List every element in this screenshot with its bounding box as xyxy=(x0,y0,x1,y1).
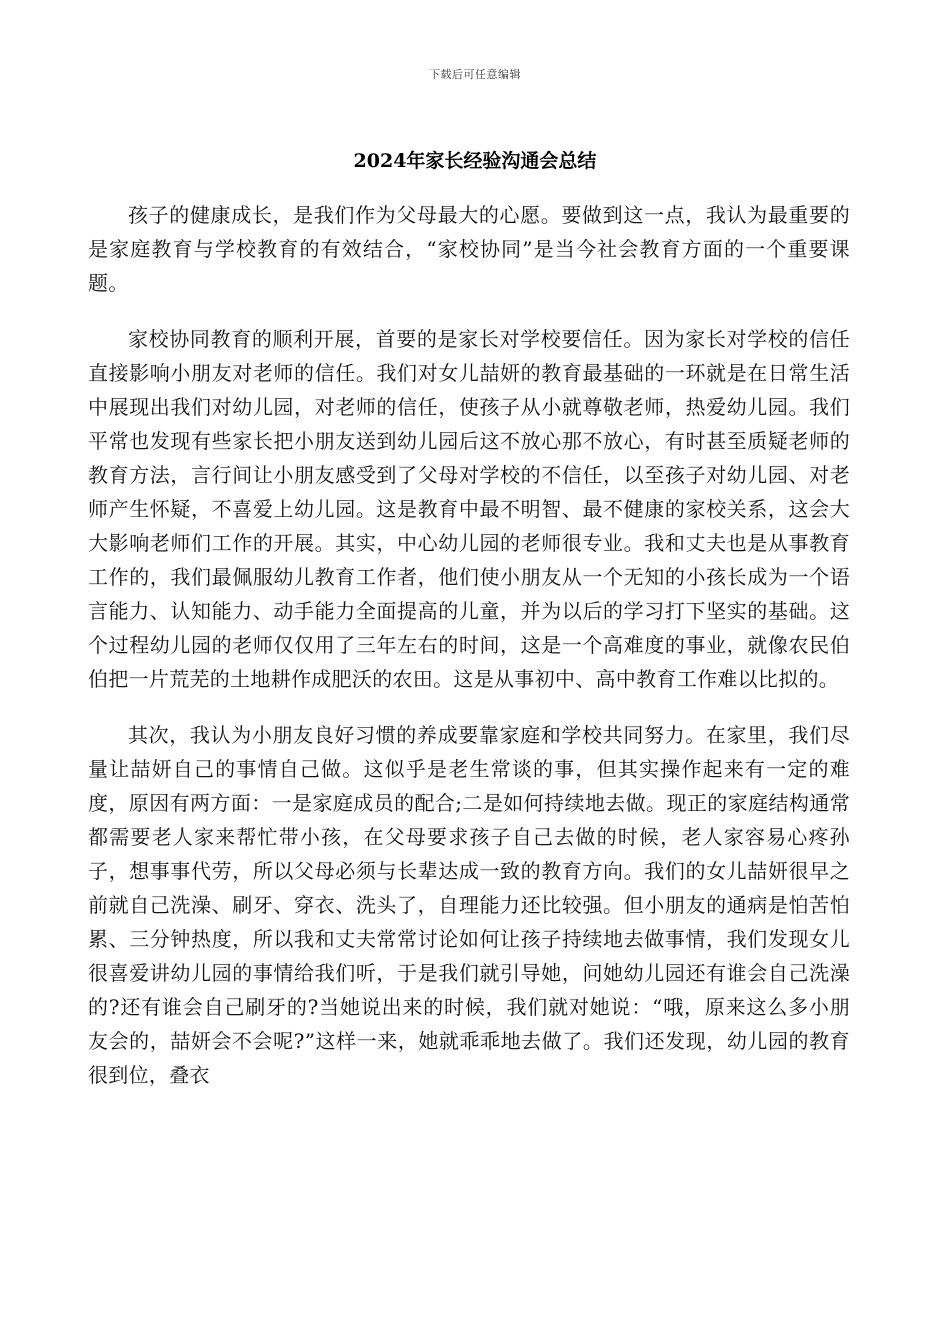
paragraph-1: 孩子的健康成长，是我们作为父母最大的心愿。要做到这一点，我认为最重要的是家庭教育与学校教育的有效结合，“家校协同”是当今社会教育方面的一个重要课题。 xyxy=(88,203,850,295)
paragraph-3: 其次，我认为小朋友良好习惯的养成要靠家庭和学校共同努力。在家里，我们尽量让喆妍自己的事情自己做。这似乎是老生常谈的事，但其实操作起来有一定的难度，原因有两方面：一是家庭成员的配合;二是如何持续地去做。现正的家庭结构通常都需要老人家来帮忙带小孩，在父母要求孩子自己去做的时候，老人家容易心疼孙子，想事事代劳，所以父母必须与长辈达成一致的教育方向。我们的女儿喆妍很早之前就自己洗澡、刷牙、穿衣、洗头了，自理能力还比较强。但小朋友的通病是怕苦怕累、三分钟热度，所以我和丈夫常常讨论如何让孩子持续地去做事情，我们发现女儿很喜爱讲幼儿园的事情给我们听，于是我们就引导她，问她幼儿园还有谁会自己洗澡的?还有谁会自己刷牙的?当她说出来的时候，我们就对她说：“哦，原来这么多小朋友会的，喆妍会不会呢?”这样一来，她就乖乖地去做了。我们还发现，幼儿园的教育很到位，叠衣 xyxy=(88,723,850,1087)
paragraph-2: 家校协同教育的顺利开展，首要的是家长对学校要信任。因为家长对学校的信任直接影响小朋友对老师的信任。我们对女儿喆妍的教育最基础的一环就是在日常生活中展现出我们对幼儿园，对老师的信任，使孩子从小就尊敬老师，热爱幼儿园。我们平常也发现有些家长把小朋友送到幼儿园后这不放心那不放心，有时甚至质疑老师的教育方法，言行间让小朋友感受到了父母对学校的不信任，以至孩子对幼儿园、对老师产生怀疑，不喜爱上幼儿园。这是教育中最不明智、最不健康的家校关系，这会大大影响老师们工作的开展。其实，中心幼儿园的老师很专业。我和丈夫也是从事教育工作的，我们最佩服幼儿教育工作者，他们使小朋友从一个无知的小孩长成为一个语言能力、认知能力、动手能力全面提高的儿童，并为以后的学习打下坚实的基础。这个过程幼儿园的老师仅仅用了三年左右的时间，这是一个高难度的事业，就像农民伯伯把一片荒芜的土地耕作成肥沃的农田。这是从事初中、高中教育工作难以比拟的。 xyxy=(88,327,850,691)
document-title: 2024年家长经验沟通会总结 xyxy=(353,150,597,172)
header-note: 下载后可任意编辑 xyxy=(429,68,521,81)
document-body xyxy=(88,198,850,1114)
